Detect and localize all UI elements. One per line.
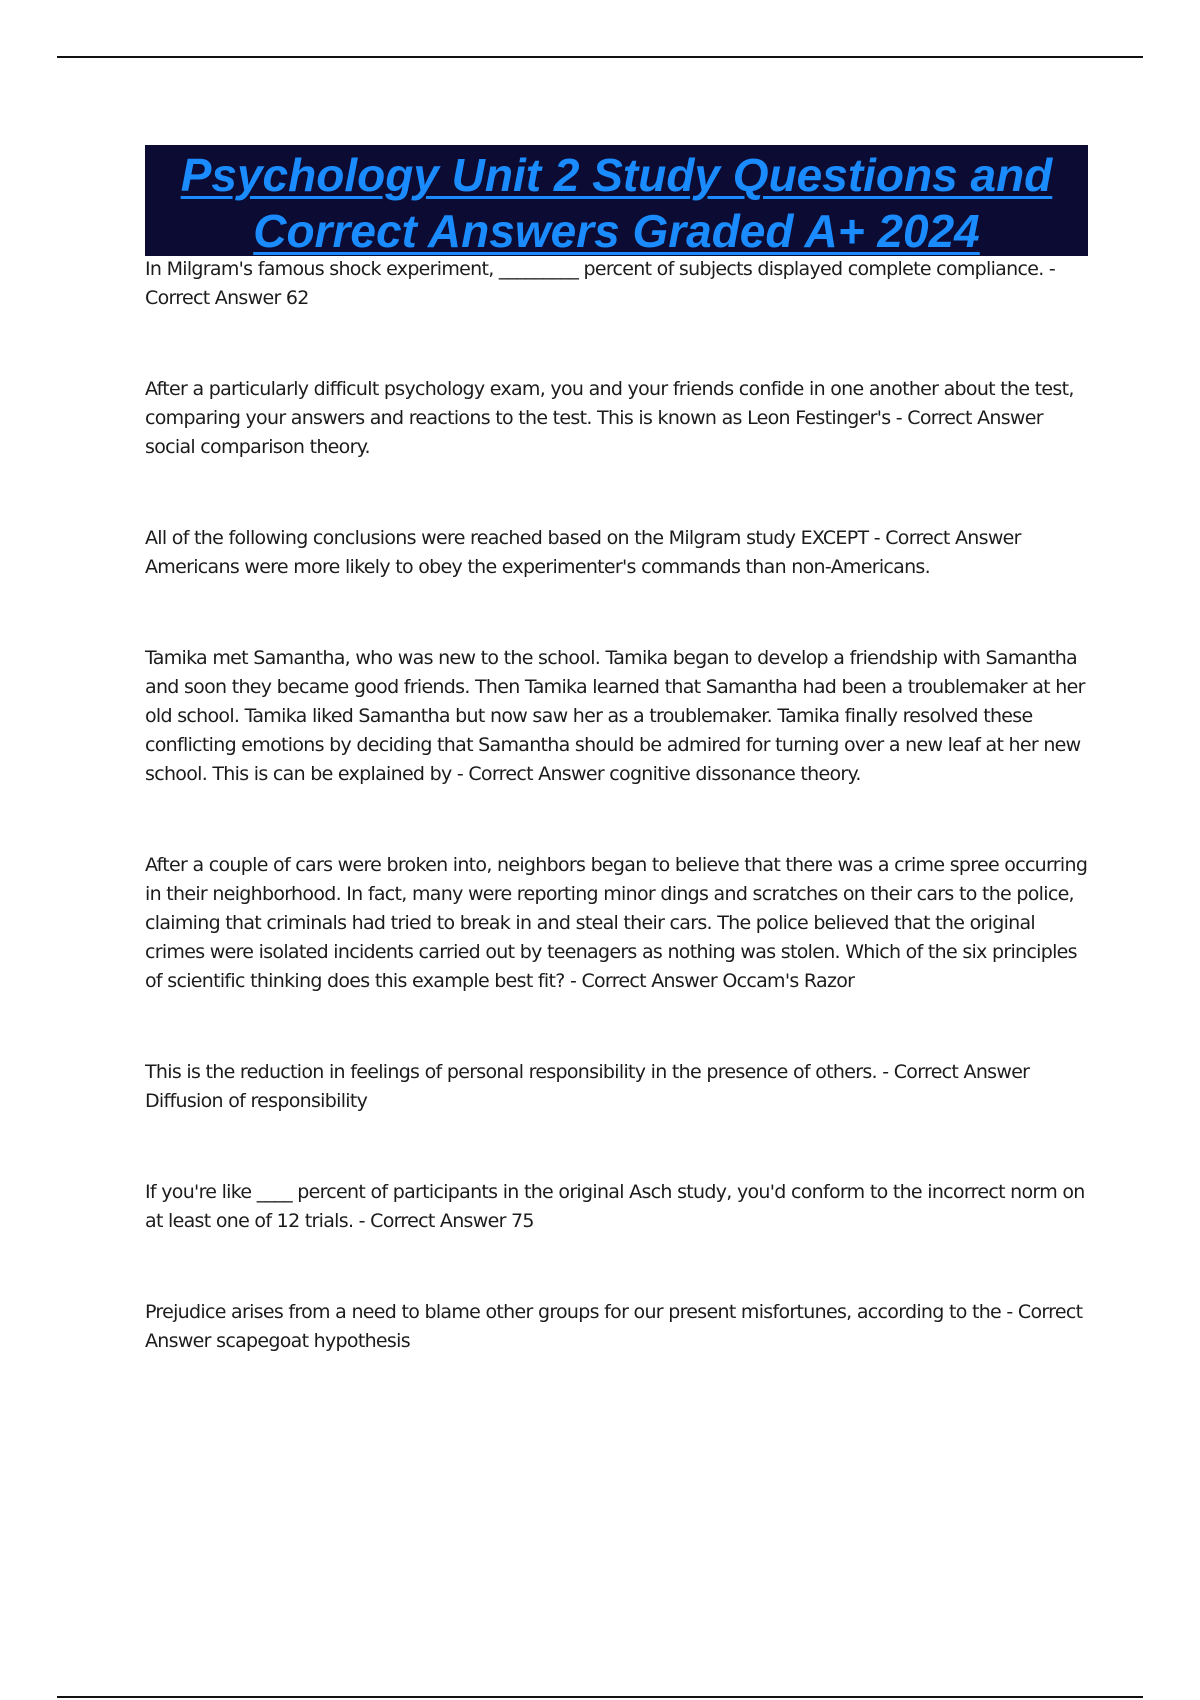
qa-item: Tamika met Samantha, who was new to the school. Tamika began to develop a friendship with Samantha and soon they became good friends. Then Tamika learned that Samantha had been a troublemaker at her old school. Tamika liked Samantha but now saw her as a troublemaker. Tamika finally resolved these conflicting emotions by deciding that Samantha should be admired for turning over a new leaf at her new school. This is can be explained by - Correct Answer cognitive dissonance theory.	[145, 647, 1085, 785]
qa-item: In Milgram's famous shock experiment, _________ percent of subjects displayed complete compliance. - Correct Answer 62	[145, 258, 1056, 309]
question-answer-list	[145, 255, 1090, 1418]
qa-item: Prejudice arises from a need to blame other groups for our present misfortunes, according to the - Correct Answer scapegoat hypothesis	[145, 1301, 1083, 1352]
qa-item: After a couple of cars were broken into, neighbors began to believe that there was a crime spree occurring in their neighborhood. In fact, many were reporting minor dings and scratches on their cars to the police, claiming that criminals had tried to break in and steal their cars. The police believed that the original crimes were isolated incidents carried out by teenagers as nothing was stolen. Which of the six principles of scientific thinking does this example best fit? - Correct Answer Occam's Razor	[145, 854, 1088, 992]
top-rule	[57, 56, 1143, 58]
qa-item: If you're like ____ percent of participants in the original Asch study, you'd conform to the incorrect norm on at least one of 12 trials. - Correct Answer 75	[145, 1181, 1085, 1232]
bottom-rule	[57, 1696, 1143, 1698]
qa-item: All of the following conclusions were reached based on the Milgram study EXCEPT - Correct Answer Americans were more likely to obey the experimenter's commands than non-Americans.	[145, 527, 1021, 578]
document-title-line-2: Correct Answers Graded A+ 2024	[253, 205, 980, 257]
document-title-line-1: Psychology Unit 2 Study Questions and	[180, 149, 1053, 201]
title-banner	[145, 145, 1088, 256]
qa-item: This is the reduction in feelings of personal responsibility in the presence of others. - Correct Answer Diffusion of responsibility	[145, 1061, 1030, 1112]
qa-item: After a particularly difficult psychology exam, you and your friends confide in one another about the test, comparing your answers and reactions to the test. This is known as Leon Festinger's - Correct Answer social comparison theory.	[145, 378, 1074, 458]
